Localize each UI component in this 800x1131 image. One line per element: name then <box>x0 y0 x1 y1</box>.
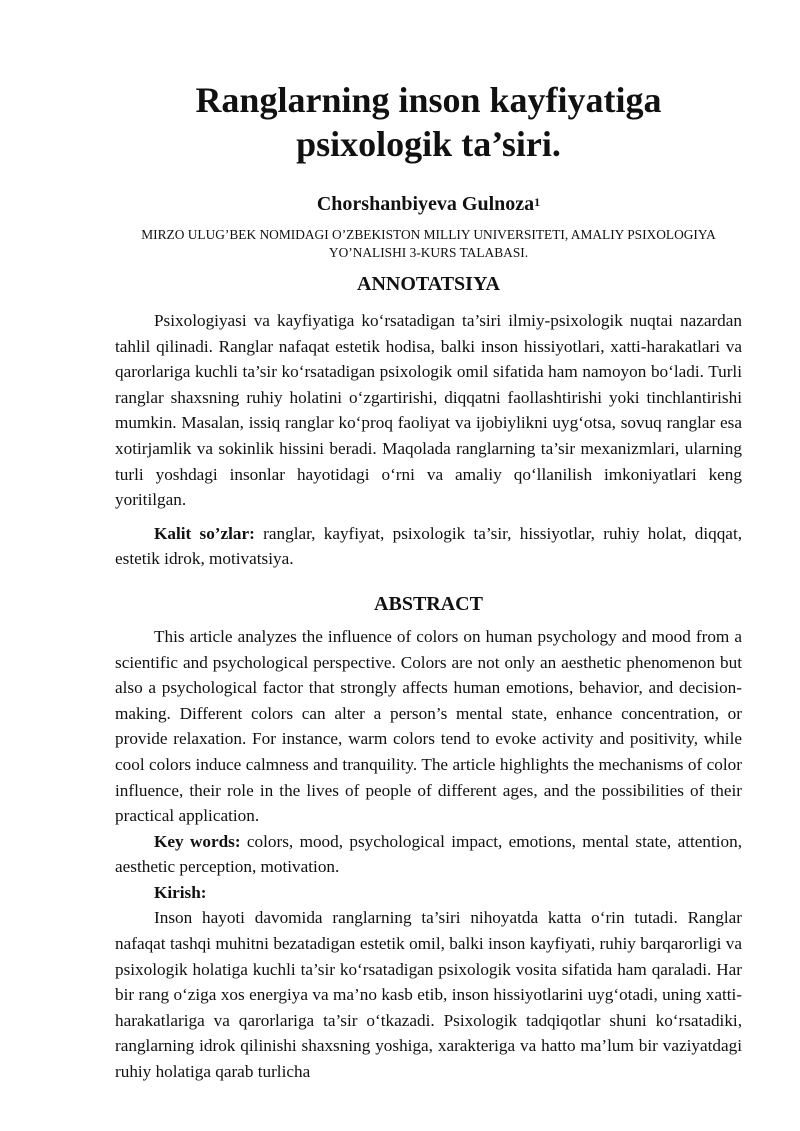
document-page <box>115 0 742 1085</box>
paper-title: Ranglarning inson kayfiyatiga psixologik ta’siri. <box>195 80 662 164</box>
annotatsiya-keywords-list: ranglar, kayfiyat, psixologik ta’sir, hissiyotlar, ruhiy holat, diqqat, estetik idrok, motivatsiya. <box>115 523 743 569</box>
abstract-text: This article analyzes the influence of colors on human psychology and mood from a scientific and psychological perspective. Colors are not only an aesthetic phenomenon but also a psychological factor that strongly affects human emotions, behavior, and decision-making. Different colors can alter a person’s mental state, enhance concentration, or provide relaxation. For instance, warm colors tend to evoke activity and positivity, while cool colors induce calmness and tranquility. The article highlights the mechanisms of color influence, their role in the lives of people of different ages, and the possibilities of their practical application. <box>115 626 742 826</box>
author-footnote-marker: 1 <box>534 195 541 209</box>
abstract-keywords <box>115 829 742 880</box>
intro-heading: Kirish: <box>154 882 207 902</box>
author-name: Chorshanbiyeva Gulnoza <box>316 193 535 215</box>
abstract-heading: ABSTRACT <box>374 592 483 615</box>
abstract-keywords-list: colors, mood, psychological impact, emotions, mental state, attention, aesthetic perception, motivation. <box>115 831 743 877</box>
intro-text: Inson hayoti davomida ranglarning ta’siri nihoyatda katta o‘rin tutadi. Ranglar nafaqat tashqi muhitni bezatadigan estetik omil, balki inson kayfiyati, ruhiy barqarorligi va psixologik holatiga kuchli ta’sir ko‘rsatadigan psixologik vosita sifatida ham qaraladi. Har bir rang o‘ziga xos energiya va ma’no kasb etib, inson hissiyotlarini uyg‘otadi, uning xatti-harakatlariga va qarorlariga ta’sir o‘tkazadi. Psixologik tadqiqotlar shuni ko‘rsatadiki, ranglarning idrok qilinishi shaxsning yoshiga, xarakteriga va hatto ma’lum bir vaziyatdagi ruhiy holatiga qarab turlicha <box>115 908 742 1082</box>
author-line <box>115 192 742 216</box>
author-affiliation: MIRZO ULUG’BEK NOMIDAGI O’ZBEKISTON MILLIY UNIVERSITETI, AMALIY PSIXOLOGIYA YO’NALISHI 3-KURS TALABASI. <box>141 227 716 260</box>
annotatsiya-text: Psixologiyasi va kayfiyatiga ko‘rsatadigan ta’siri ilmiy-psixologik nuqtai nazardan tahlil qilinadi. Ranglar nafaqat estetik hodisa, balki inson hissiyotlari, xatti-harakatlari va qarorlariga kuchli ta’sir ko‘rsatadigan psixologik omil sifatida ham namoyon bo‘ladi. Turli ranglar shaxsning ruhiy holatini o‘zgartirishi, diqqatni faollashtirishi yoki tinchlantirishi mumkin. Masalan, issiq ranglar ko‘proq faoliyat va ijobiylikni uyg‘otsa, sovuq ranglar esa xotirjamlik va sokinlik hissini beradi. Maqolada ranglarning ta’sir mexanizmlari, ularning turli yoshdagi insonlar hayotidagi o‘rni va amaliy qo‘llanilish imkoniyatlari keng yoritilgan. <box>115 311 742 510</box>
annotatsiya-keywords-label: Kalit so’zlar: <box>154 523 255 543</box>
annotatsiya-keywords <box>115 521 742 572</box>
annotatsiya-heading: ANNOTATSIYA <box>357 273 500 295</box>
abstract-keywords-label: Key words: <box>154 831 241 851</box>
